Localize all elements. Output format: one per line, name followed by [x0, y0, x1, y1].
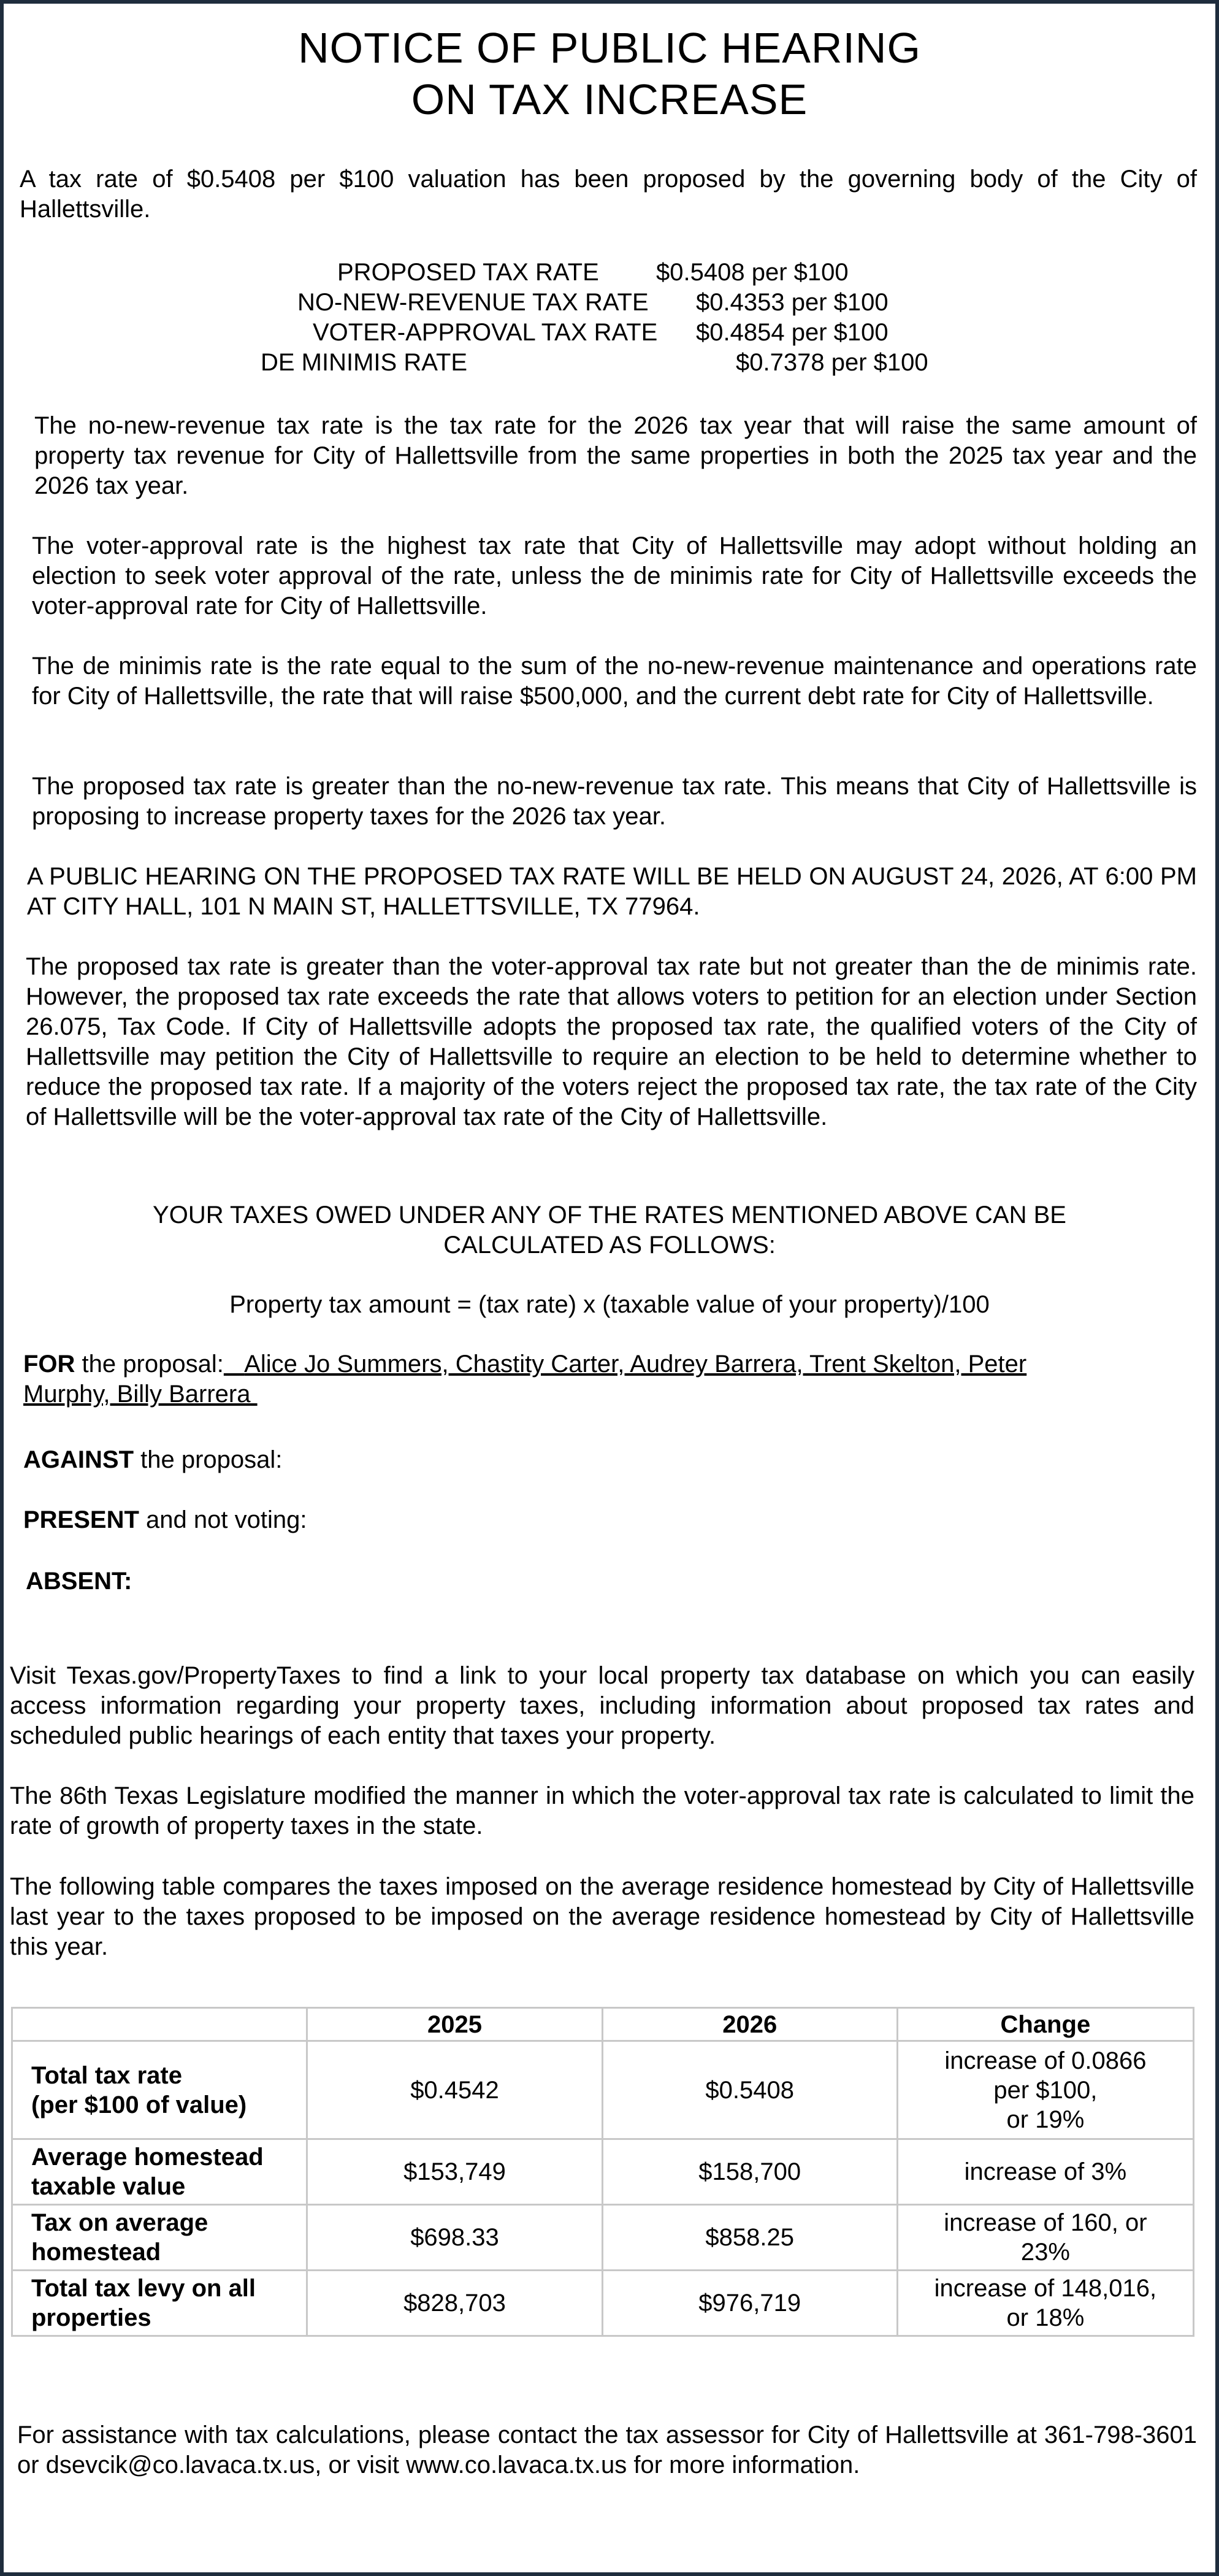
- table-row: [12, 2041, 1194, 2139]
- calc-heading-line-1: YOUR TAXES OWED UNDER ANY OF THE RATES MENTIONED ABOVE CAN BE: [153, 1202, 1066, 1229]
- vote-against: [23, 1445, 282, 1475]
- table-cell-2025: $153,749: [307, 2139, 602, 2205]
- vote-present: [23, 1505, 307, 1535]
- de-minimis-paragraph: The de minimis rate is the rate equal to the sum of the no-new-revenue maintenance and operations rate for City of Hallettsville, the rate that will raise $500,000, and the current debt rate for City of Hallettsville.: [32, 653, 1197, 710]
- table-header: 2026: [602, 2008, 897, 2041]
- rate-label: PROPOSED TAX RATE: [337, 259, 599, 286]
- vote-present-text: and not voting:: [139, 1506, 307, 1533]
- rate-label: NO-NEW-REVENUE TAX RATE: [297, 289, 649, 316]
- rate-value: $0.4353 per $100: [696, 289, 888, 316]
- visit-paragraph: Visit Texas.gov/PropertyTaxes to find a link to your local property tax database on which you can easily access information regarding your property taxes, including information about proposed tax rates and scheduled public hearings of each entity that taxes your property.: [10, 1662, 1194, 1749]
- greater-paragraph: The proposed tax rate is greater than the no-new-revenue tax rate. This means that City of Hallettsville is proposing to increase property taxes for the 2026 tax year.: [32, 773, 1197, 830]
- no-new-revenue-paragraph: The no-new-revenue tax rate is the tax rate for the 2026 tax year that will raise the same amount of property tax revenue for City of Hallettsville from the same properties in both the 2025 tax year and the 2026 tax year.: [34, 412, 1197, 499]
- rate-row-voter-approval: [258, 318, 993, 348]
- table-cell-change: increase of 0.0866 per $100, or 19%: [897, 2041, 1193, 2139]
- rate-label: VOTER-APPROVAL TAX RATE: [313, 319, 658, 346]
- rate-value: $0.5408 per $100: [656, 259, 849, 286]
- intro-paragraph: A tax rate of $0.5408 per $100 valuation has been proposed by the governing body of the City of Hallettsville.: [20, 166, 1197, 223]
- vote-for-names-line-2: Murphy, Billy Barrera: [23, 1381, 251, 1408]
- table-row-label: Average homestead taxable value: [12, 2139, 307, 2205]
- table-cell-2025: $698.33: [307, 2205, 602, 2271]
- vote-against-text: the proposal:: [134, 1446, 283, 1473]
- calc-formula: Property tax amount = (tax rate) x (taxable value of your property)/100: [229, 1291, 990, 1318]
- rate-value: $0.7378 per $100: [736, 349, 928, 376]
- table-cell-2026: $858.25: [602, 2205, 897, 2271]
- table-header: Change: [897, 2008, 1193, 2041]
- rate-label: DE MINIMIS RATE: [261, 349, 468, 376]
- table-row-label: Tax on average homestead: [12, 2205, 307, 2271]
- notice-title: [0, 22, 1219, 125]
- calc-heading-line-2: CALCULATED AS FOLLOWS:: [443, 1232, 776, 1259]
- table-row: [12, 2139, 1194, 2205]
- table-header: 2025: [307, 2008, 602, 2041]
- comparison-table: [11, 2007, 1194, 2337]
- vote-for: [23, 1349, 1194, 1409]
- hearing-paragraph: A PUBLIC HEARING ON THE PROPOSED TAX RATE WILL BE HELD ON AUGUST 24, 2026, AT 6:00 PM AT CITY HALL, 101 N MAIN ST, HALLETTSVILLE, TX 77964.: [27, 863, 1197, 920]
- table-header-row: [12, 2008, 1194, 2041]
- table-cell-change: increase of 3%: [897, 2139, 1193, 2205]
- rate-row-no-new-revenue: [258, 288, 993, 318]
- legislature-paragraph: The 86th Texas Legislature modified the manner in which the voter-approval tax rate is calculated to limit the rate of growth of property taxes in the state.: [10, 1782, 1194, 1839]
- vote-absent-label: ABSENT:: [26, 1568, 132, 1595]
- table-cell-2025: $828,703: [307, 2271, 602, 2336]
- rate-row-de-minimis: [258, 348, 993, 378]
- table-cell-2025: $0.4542: [307, 2041, 602, 2139]
- petition-paragraph: The proposed tax rate is greater than the voter-approval tax rate but not greater than the de minimis rate. However, the proposed tax rate exceeds the rate that allows voters to petition for an election under Section 26.075, Tax Code. If City of Hallettsville adopts the proposed tax rate, the qualified voters of the City of Hallettsville may petition the City of Hallettsville to require an election to be held to determine whether to reduce the proposed tax rate. If a majority of the voters reject the proposed tax rate, the tax rate of the City of Hallettsville will be the voter-approval tax rate of the City of Hallettsville.: [26, 953, 1197, 1130]
- table-cell-2026: $976,719: [602, 2271, 897, 2336]
- vote-for-text: the proposal:: [75, 1351, 224, 1378]
- table-cell-change: increase of 148,016, or 18%: [897, 2271, 1193, 2336]
- rate-value: $0.4854 per $100: [696, 319, 888, 346]
- rate-row-proposed: [258, 258, 993, 288]
- signature-blank-line: [250, 1379, 845, 1409]
- vote-for-names-line-1: Alice Jo Summers, Chastity Carter, Audrey Barrera, Trent Skelton, Peter: [244, 1351, 1027, 1378]
- table-header: [12, 2008, 307, 2041]
- vote-against-label: AGAINST: [23, 1446, 134, 1473]
- table-cell-change: increase of 160, or 23%: [897, 2205, 1193, 2271]
- vote-absent: [26, 1566, 132, 1597]
- table-row-label: Total tax levy on all properties: [12, 2271, 307, 2336]
- table-row: [12, 2205, 1194, 2271]
- vote-for-label: FOR: [23, 1351, 75, 1378]
- title-line-2: ON TAX INCREASE: [411, 75, 808, 123]
- rates-block: [258, 258, 993, 378]
- assistance-paragraph: For assistance with tax calculations, please contact the tax assessor for City of Hallettsville at 361-798-3601 or dsevcik@co.lavaca.tx.us, or visit www.co.lavaca.tx.us for more information.: [17, 2421, 1197, 2478]
- vote-present-label: PRESENT: [23, 1506, 139, 1533]
- voter-approval-paragraph: The voter-approval rate is the highest tax rate that City of Hallettsville may adopt without holding an election to seek voter approval of the rate, unless the de minimis rate for City of Hallettsville exceeds the voter-approval rate for City of Hallettsville.: [32, 532, 1197, 619]
- table-cell-2026: $158,700: [602, 2139, 897, 2205]
- table-intro-paragraph: The following table compares the taxes imposed on the average residence homestead by City of Hallettsville last year to the taxes proposed to be imposed on the average residence homestead by City of Hallettsville this year.: [10, 1873, 1194, 1960]
- table-row-label: Total tax rate (per $100 of value): [12, 2041, 307, 2139]
- table-row: [12, 2271, 1194, 2336]
- title-line-1: NOTICE OF PUBLIC HEARING: [298, 24, 921, 72]
- table-cell-2026: $0.5408: [602, 2041, 897, 2139]
